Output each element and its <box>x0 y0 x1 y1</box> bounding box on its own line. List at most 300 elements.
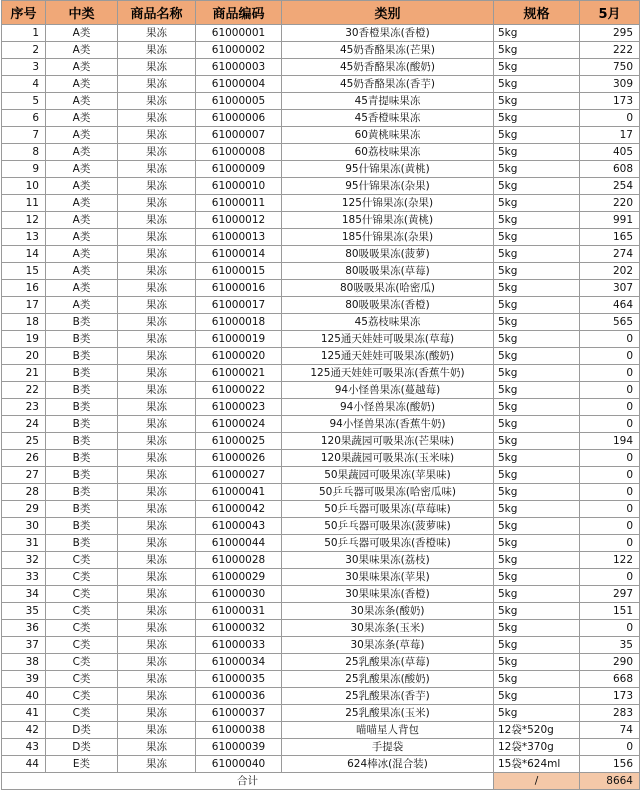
row-subclass: E类 <box>46 756 118 773</box>
row-product-code: 61000028 <box>196 552 282 569</box>
row-product-code: 61000025 <box>196 433 282 450</box>
row-category: 45奶香酪果冻(香芋) <box>282 76 494 93</box>
table-row <box>2 195 640 212</box>
row-subclass: A类 <box>46 127 118 144</box>
row-product-code: 61000019 <box>196 331 282 348</box>
table-row <box>2 569 640 586</box>
row-category: 95什锦果冻(黄桃) <box>282 161 494 178</box>
row-index: 12 <box>2 212 46 229</box>
row-spec: 5kg <box>494 603 580 620</box>
row-category: 80吸吸果冻(哈密瓜) <box>282 280 494 297</box>
row-subclass: A类 <box>46 144 118 161</box>
row-index: 25 <box>2 433 46 450</box>
row-product-code: 61000015 <box>196 263 282 280</box>
table-row <box>2 501 640 518</box>
row-product-name: 果冻 <box>118 365 196 382</box>
row-product-name: 果冻 <box>118 25 196 42</box>
row-category: 45青提味果冻 <box>282 93 494 110</box>
row-may-value: 220 <box>580 195 640 212</box>
row-index: 34 <box>2 586 46 603</box>
row-subclass: A类 <box>46 42 118 59</box>
row-spec: 5kg <box>494 314 580 331</box>
row-subclass: A类 <box>46 93 118 110</box>
row-product-code: 61000036 <box>196 688 282 705</box>
row-subclass: A类 <box>46 178 118 195</box>
table-row <box>2 620 640 637</box>
row-may-value: 0 <box>580 484 640 501</box>
row-index: 17 <box>2 297 46 314</box>
row-subclass: C类 <box>46 688 118 705</box>
row-subclass: C类 <box>46 586 118 603</box>
row-spec: 5kg <box>494 331 580 348</box>
row-may-value: 0 <box>580 450 640 467</box>
row-category: 125通天娃娃可吸果冻(酸奶) <box>282 348 494 365</box>
row-category: 125通天娃娃可吸果冻(香蕉牛奶) <box>282 365 494 382</box>
row-may-value: 0 <box>580 331 640 348</box>
row-may-value: 194 <box>580 433 640 450</box>
row-index: 43 <box>2 739 46 756</box>
table-row <box>2 433 640 450</box>
col-header-subclass: 中类 <box>46 1 118 25</box>
row-category: 喵喵星人背包 <box>282 722 494 739</box>
row-product-code: 61000006 <box>196 110 282 127</box>
table-row <box>2 739 640 756</box>
row-category: 94小怪兽果冻(酸奶) <box>282 399 494 416</box>
row-spec: 5kg <box>494 144 580 161</box>
row-product-name: 果冻 <box>118 705 196 722</box>
row-index: 16 <box>2 280 46 297</box>
row-spec: 5kg <box>494 705 580 722</box>
row-spec: 12袋*370g <box>494 739 580 756</box>
row-may-value: 0 <box>580 569 640 586</box>
row-product-code: 61000038 <box>196 722 282 739</box>
row-spec: 5kg <box>494 382 580 399</box>
row-subclass: C类 <box>46 552 118 569</box>
row-may-value: 295 <box>580 25 640 42</box>
row-may-value: 0 <box>580 382 640 399</box>
row-may-value: 405 <box>580 144 640 161</box>
header-row <box>2 1 640 25</box>
row-index: 8 <box>2 144 46 161</box>
row-category: 80吸吸果冻(菠萝) <box>282 246 494 263</box>
table-row <box>2 722 640 739</box>
row-product-name: 果冻 <box>118 399 196 416</box>
table-row <box>2 127 640 144</box>
row-category: 45奶香酪果冻(芒果) <box>282 42 494 59</box>
row-may-value: 0 <box>580 518 640 535</box>
row-index: 19 <box>2 331 46 348</box>
row-product-name: 果冻 <box>118 263 196 280</box>
row-product-name: 果冻 <box>118 314 196 331</box>
row-subclass: A类 <box>46 59 118 76</box>
row-product-code: 61000031 <box>196 603 282 620</box>
row-index: 18 <box>2 314 46 331</box>
row-product-name: 果冻 <box>118 229 196 246</box>
row-spec: 5kg <box>494 59 580 76</box>
row-category: 125通天娃娃可吸果冻(草莓) <box>282 331 494 348</box>
row-may-value: 274 <box>580 246 640 263</box>
row-may-value: 74 <box>580 722 640 739</box>
row-subclass: A类 <box>46 195 118 212</box>
row-product-name: 果冻 <box>118 382 196 399</box>
row-product-name: 果冻 <box>118 59 196 76</box>
row-product-name: 果冻 <box>118 144 196 161</box>
row-index: 30 <box>2 518 46 535</box>
row-spec: 5kg <box>494 178 580 195</box>
row-subclass: C类 <box>46 671 118 688</box>
row-index: 14 <box>2 246 46 263</box>
row-index: 7 <box>2 127 46 144</box>
row-product-code: 61000009 <box>196 161 282 178</box>
row-may-value: 122 <box>580 552 640 569</box>
row-category: 手提袋 <box>282 739 494 756</box>
row-product-code: 61000040 <box>196 756 282 773</box>
table-row <box>2 535 640 552</box>
row-index: 2 <box>2 42 46 59</box>
row-index: 37 <box>2 637 46 654</box>
row-product-code: 61000013 <box>196 229 282 246</box>
row-category: 25乳酸果冻(玉米) <box>282 705 494 722</box>
row-product-code: 61000039 <box>196 739 282 756</box>
table-row <box>2 586 640 603</box>
row-may-value: 222 <box>580 42 640 59</box>
row-index: 36 <box>2 620 46 637</box>
row-may-value: 283 <box>580 705 640 722</box>
row-spec: 5kg <box>494 518 580 535</box>
table-row <box>2 518 640 535</box>
row-spec: 5kg <box>494 416 580 433</box>
row-product-name: 果冻 <box>118 484 196 501</box>
row-subclass: A类 <box>46 297 118 314</box>
row-product-name: 果冻 <box>118 569 196 586</box>
row-product-code: 61000003 <box>196 59 282 76</box>
row-spec: 5kg <box>494 399 580 416</box>
table-row <box>2 280 640 297</box>
row-may-value: 17 <box>580 127 640 144</box>
row-subclass: B类 <box>46 416 118 433</box>
row-index: 20 <box>2 348 46 365</box>
row-category: 30果味果冻(香橙) <box>282 586 494 603</box>
table-row <box>2 263 640 280</box>
row-category: 50果蔬园可吸果冻(苹果味) <box>282 467 494 484</box>
row-product-code: 61000027 <box>196 467 282 484</box>
row-may-value: 297 <box>580 586 640 603</box>
row-category: 80吸吸果冻(草莓) <box>282 263 494 280</box>
row-index: 26 <box>2 450 46 467</box>
row-may-value: 991 <box>580 212 640 229</box>
row-category: 185什锦果冻(杂果) <box>282 229 494 246</box>
row-subclass: B类 <box>46 450 118 467</box>
row-product-code: 61000026 <box>196 450 282 467</box>
row-product-name: 果冻 <box>118 654 196 671</box>
table-row <box>2 246 640 263</box>
total-row <box>2 773 640 790</box>
row-subclass: A类 <box>46 110 118 127</box>
row-subclass: B类 <box>46 365 118 382</box>
row-product-name: 果冻 <box>118 518 196 535</box>
row-product-code: 61000022 <box>196 382 282 399</box>
row-index: 42 <box>2 722 46 739</box>
row-spec: 5kg <box>494 161 580 178</box>
row-may-value: 173 <box>580 688 640 705</box>
row-index: 39 <box>2 671 46 688</box>
col-header-may: 5月 <box>580 1 640 25</box>
row-category: 25乳酸果冻(香芋) <box>282 688 494 705</box>
row-product-name: 果冻 <box>118 280 196 297</box>
row-product-name: 果冻 <box>118 739 196 756</box>
row-product-name: 果冻 <box>118 110 196 127</box>
row-product-code: 61000007 <box>196 127 282 144</box>
row-spec: 5kg <box>494 42 580 59</box>
row-may-value: 156 <box>580 756 640 773</box>
table-row <box>2 297 640 314</box>
table-row <box>2 450 640 467</box>
table-row <box>2 110 640 127</box>
row-spec: 5kg <box>494 501 580 518</box>
row-product-name: 果冻 <box>118 297 196 314</box>
row-category: 30香橙果冻(香橙) <box>282 25 494 42</box>
row-product-code: 61000005 <box>196 93 282 110</box>
table-row <box>2 705 640 722</box>
row-product-code: 61000034 <box>196 654 282 671</box>
row-subclass: D类 <box>46 722 118 739</box>
row-may-value: 35 <box>580 637 640 654</box>
sales-table <box>1 0 640 790</box>
row-subclass: B类 <box>46 331 118 348</box>
total-slash: / <box>494 773 580 790</box>
row-product-code: 61000033 <box>196 637 282 654</box>
row-subclass: B类 <box>46 314 118 331</box>
col-header-index: 序号 <box>2 1 46 25</box>
row-spec: 5kg <box>494 433 580 450</box>
table-row <box>2 756 640 773</box>
table-row <box>2 314 640 331</box>
col-header-product-code: 商品编码 <box>196 1 282 25</box>
row-index: 31 <box>2 535 46 552</box>
row-category: 50乒乓器可吸果冻(菠萝味) <box>282 518 494 535</box>
row-spec: 5kg <box>494 484 580 501</box>
col-header-category: 类别 <box>282 1 494 25</box>
row-subclass: B类 <box>46 467 118 484</box>
row-category: 185什锦果冻(黄桃) <box>282 212 494 229</box>
row-spec: 5kg <box>494 127 580 144</box>
table-row <box>2 144 640 161</box>
table-row <box>2 42 640 59</box>
row-category: 50乒乓器可吸果冻(草莓味) <box>282 501 494 518</box>
row-index: 24 <box>2 416 46 433</box>
row-category: 25乳酸果冻(酸奶) <box>282 671 494 688</box>
row-product-name: 果冻 <box>118 348 196 365</box>
row-may-value: 165 <box>580 229 640 246</box>
row-category: 50乒乓器可吸果冻(哈密瓜味) <box>282 484 494 501</box>
row-index: 5 <box>2 93 46 110</box>
col-header-spec: 规格 <box>494 1 580 25</box>
row-subclass: A类 <box>46 76 118 93</box>
row-index: 29 <box>2 501 46 518</box>
row-category: 94小怪兽果冻(香蕉牛奶) <box>282 416 494 433</box>
total-value: 8664 <box>580 773 640 790</box>
row-product-name: 果冻 <box>118 161 196 178</box>
row-may-value: 151 <box>580 603 640 620</box>
row-product-name: 果冻 <box>118 195 196 212</box>
row-spec: 5kg <box>494 263 580 280</box>
row-product-code: 61000017 <box>196 297 282 314</box>
table-row <box>2 212 640 229</box>
row-index: 38 <box>2 654 46 671</box>
row-product-code: 61000023 <box>196 399 282 416</box>
row-product-name: 果冻 <box>118 93 196 110</box>
row-may-value: 0 <box>580 365 640 382</box>
row-subclass: B类 <box>46 501 118 518</box>
row-may-value: 0 <box>580 399 640 416</box>
row-spec: 15袋*624ml <box>494 756 580 773</box>
table-row <box>2 552 640 569</box>
row-may-value: 608 <box>580 161 640 178</box>
row-subclass: B类 <box>46 382 118 399</box>
row-product-code: 61000037 <box>196 705 282 722</box>
table-row <box>2 416 640 433</box>
table-row <box>2 178 640 195</box>
table-row <box>2 603 640 620</box>
row-category: 45香橙味果冻 <box>282 110 494 127</box>
row-subclass: C类 <box>46 637 118 654</box>
row-index: 33 <box>2 569 46 586</box>
row-product-name: 果冻 <box>118 603 196 620</box>
row-spec: 5kg <box>494 467 580 484</box>
row-may-value: 668 <box>580 671 640 688</box>
row-index: 35 <box>2 603 46 620</box>
row-index: 41 <box>2 705 46 722</box>
row-spec: 5kg <box>494 654 580 671</box>
row-spec: 5kg <box>494 450 580 467</box>
row-may-value: 565 <box>580 314 640 331</box>
row-product-code: 61000043 <box>196 518 282 535</box>
row-product-name: 果冻 <box>118 552 196 569</box>
row-index: 3 <box>2 59 46 76</box>
row-product-name: 果冻 <box>118 671 196 688</box>
row-subclass: B类 <box>46 433 118 450</box>
table-row <box>2 229 640 246</box>
row-spec: 5kg <box>494 93 580 110</box>
table-row <box>2 671 640 688</box>
row-product-code: 61000041 <box>196 484 282 501</box>
table-row <box>2 161 640 178</box>
row-subclass: D类 <box>46 739 118 756</box>
row-category: 80吸吸果冻(香橙) <box>282 297 494 314</box>
row-category: 95什锦果冻(杂果) <box>282 178 494 195</box>
row-category: 45奶香酪果冻(酸奶) <box>282 59 494 76</box>
table-row <box>2 637 640 654</box>
row-spec: 5kg <box>494 110 580 127</box>
row-may-value: 309 <box>580 76 640 93</box>
row-category: 30果冻条(酸奶) <box>282 603 494 620</box>
row-spec: 5kg <box>494 671 580 688</box>
table-row <box>2 25 640 42</box>
row-may-value: 464 <box>580 297 640 314</box>
row-category: 30果味果冻(苹果) <box>282 569 494 586</box>
table-row <box>2 484 640 501</box>
row-may-value: 0 <box>580 739 640 756</box>
row-subclass: A类 <box>46 25 118 42</box>
row-may-value: 254 <box>580 178 640 195</box>
row-spec: 12袋*520g <box>494 722 580 739</box>
row-product-name: 果冻 <box>118 178 196 195</box>
row-category: 60荔枝味果冻 <box>282 144 494 161</box>
row-may-value: 0 <box>580 348 640 365</box>
row-product-name: 果冻 <box>118 416 196 433</box>
row-product-name: 果冻 <box>118 467 196 484</box>
row-product-code: 61000042 <box>196 501 282 518</box>
row-index: 9 <box>2 161 46 178</box>
row-subclass: B类 <box>46 518 118 535</box>
row-product-name: 果冻 <box>118 76 196 93</box>
row-subclass: C类 <box>46 569 118 586</box>
row-product-code: 61000016 <box>196 280 282 297</box>
row-spec: 5kg <box>494 569 580 586</box>
row-subclass: C类 <box>46 620 118 637</box>
row-product-code: 61000001 <box>196 25 282 42</box>
row-may-value: 290 <box>580 654 640 671</box>
table-row <box>2 654 640 671</box>
table-row <box>2 59 640 76</box>
row-spec: 5kg <box>494 212 580 229</box>
row-may-value: 0 <box>580 501 640 518</box>
row-index: 44 <box>2 756 46 773</box>
row-product-code: 61000014 <box>196 246 282 263</box>
row-may-value: 307 <box>580 280 640 297</box>
row-index: 40 <box>2 688 46 705</box>
row-subclass: A类 <box>46 229 118 246</box>
row-category: 60黄桃味果冻 <box>282 127 494 144</box>
row-category: 30果味果冻(荔枝) <box>282 552 494 569</box>
row-spec: 5kg <box>494 535 580 552</box>
row-category: 125什锦果冻(杂果) <box>282 195 494 212</box>
row-product-code: 61000020 <box>196 348 282 365</box>
table-row <box>2 399 640 416</box>
row-product-name: 果冻 <box>118 535 196 552</box>
row-index: 13 <box>2 229 46 246</box>
row-index: 21 <box>2 365 46 382</box>
row-index: 10 <box>2 178 46 195</box>
row-spec: 5kg <box>494 620 580 637</box>
row-product-name: 果冻 <box>118 331 196 348</box>
row-product-name: 果冻 <box>118 756 196 773</box>
row-category: 120果蔬园可吸果冻(玉米味) <box>282 450 494 467</box>
row-spec: 5kg <box>494 365 580 382</box>
row-spec: 5kg <box>494 76 580 93</box>
row-subclass: A类 <box>46 280 118 297</box>
row-product-name: 果冻 <box>118 620 196 637</box>
row-spec: 5kg <box>494 297 580 314</box>
row-index: 6 <box>2 110 46 127</box>
row-may-value: 0 <box>580 416 640 433</box>
row-subclass: A类 <box>46 263 118 280</box>
table-row <box>2 348 640 365</box>
table-row <box>2 382 640 399</box>
table-row <box>2 76 640 93</box>
table-row <box>2 467 640 484</box>
row-spec: 5kg <box>494 229 580 246</box>
row-spec: 5kg <box>494 552 580 569</box>
col-header-product-name: 商品名称 <box>118 1 196 25</box>
total-label: 合计 <box>2 773 494 790</box>
row-category: 94小怪兽果冻(蔓越莓) <box>282 382 494 399</box>
row-index: 22 <box>2 382 46 399</box>
row-product-name: 果冻 <box>118 586 196 603</box>
row-subclass: A类 <box>46 246 118 263</box>
table-row <box>2 331 640 348</box>
table-row <box>2 688 640 705</box>
